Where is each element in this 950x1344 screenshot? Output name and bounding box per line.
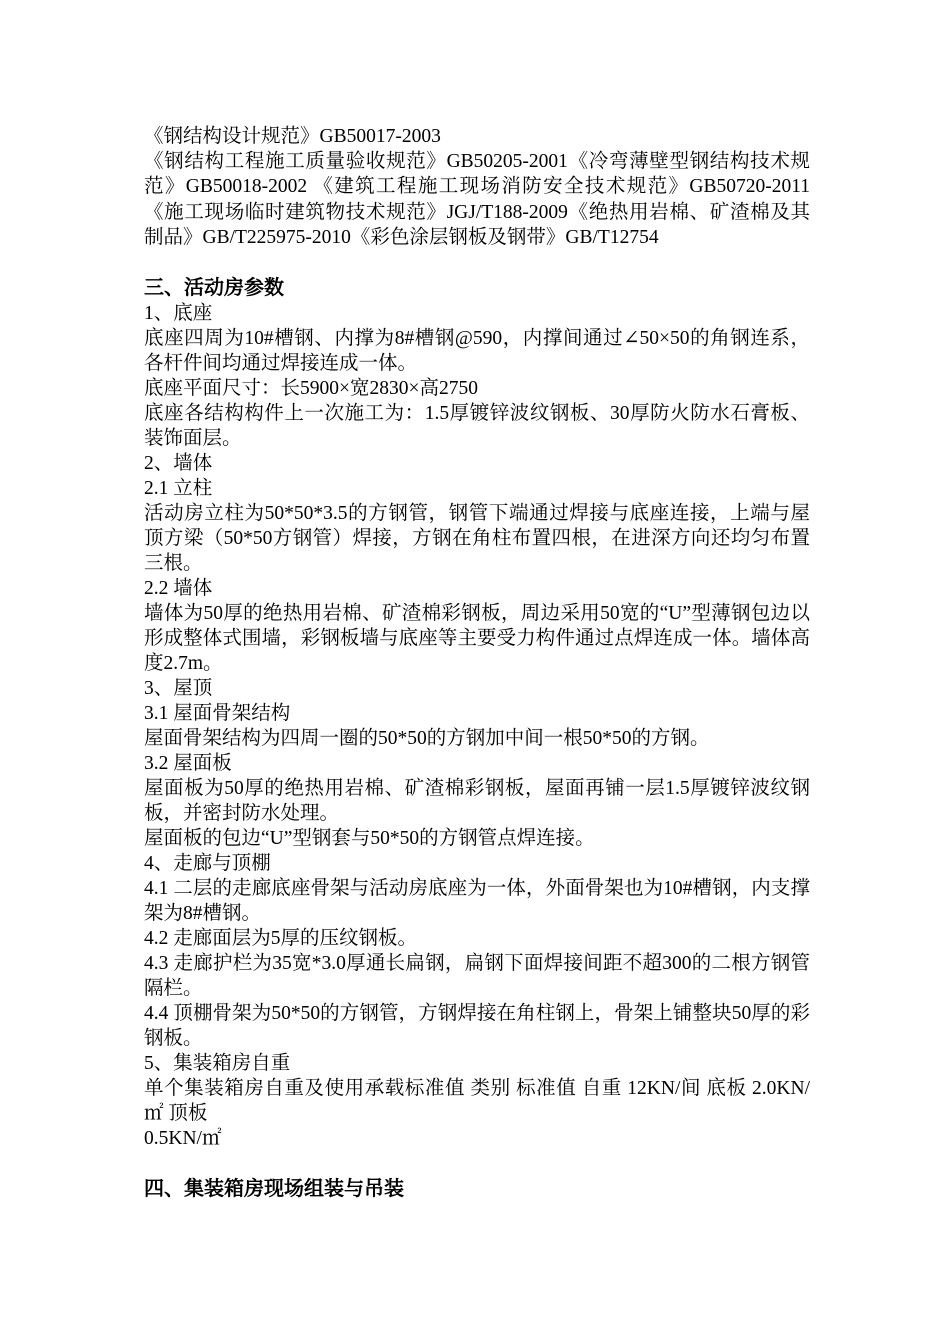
column-paragraph: 活动房立柱为50*50*3.5的方钢管，钢管下端通过焊接与底座连接，上端与屋顶方梁（50*50方钢管）焊接，方钢在角柱布置四根，在进深方向还均匀布置三根。: [144, 503, 810, 575]
section-4-heading: 四、集装箱房现场组装与吊装: [144, 1178, 404, 1201]
document-page: [144, 124, 810, 1202]
wall-paragraph: 墙体为50厚的绝热用岩棉、矿渣棉彩钢板，周边采用50宽的“U”型薄钢包边以形成整体式围墙，彩钢板墙与底座等主要受力构件通过点焊连成一体。墙体高度2.7m。: [144, 603, 810, 675]
base-paragraph-2: 底座平面尺寸：长5900×宽2830×高2750: [144, 378, 478, 400]
weight-title: 5、集装箱房自重: [144, 1053, 291, 1075]
weight-paragraph-1: 单个集装箱房自重及使用承载标准值 类别 标准值 自重 12KN/间 底板 2.0KN/㎡ 顶板: [144, 1078, 810, 1125]
corridor-item-1: 4.1 二层的走廊底座骨架与活动房底座为一体，外面骨架也为10#槽钢，内支撑架为8#槽钢。: [144, 878, 810, 925]
spacer: [144, 250, 810, 275]
corridor-item-3: 4.3 走廊护栏为35宽*3.0厚通长扁钢，扁钢下面焊接间距不超300的二根方钢管隔栏。: [144, 953, 810, 1000]
base-title: 1、底座: [144, 303, 213, 325]
roof-panel-paragraph-1: 屋面板为50厚的绝热用岩棉、矿渣棉彩钢板，屋面再铺一层1.5厚镀锌波纹钢板，并密封防水处理。: [144, 778, 810, 825]
spacer: [144, 1151, 810, 1176]
base-paragraph-3: 底座各结构构件上一次施工为：1.5厚镀锌波纹钢板、30厚防火防水石膏板、装饰面层。: [144, 403, 810, 450]
wall-title: 2、墙体: [144, 453, 213, 475]
roof-frame-paragraph: 屋面骨架结构为四周一圈的50*50的方钢加中间一根50*50的方钢。: [144, 728, 710, 750]
roof-panel-paragraph-2: 屋面板的包边“U”型钢套与50*50的方钢管点焊连接。: [144, 828, 595, 850]
section-3-heading: 三、活动房参数: [144, 277, 284, 300]
corridor-item-2: 4.2 走廊面层为5厚的压纹钢板。: [144, 928, 418, 950]
column-subtitle: 2.1 立柱: [144, 478, 213, 500]
wall-subtitle: 2.2 墙体: [144, 578, 213, 600]
weight-paragraph-2: 0.5KN/㎡: [144, 1128, 222, 1150]
roof-frame-subtitle: 3.1 屋面骨架结构: [144, 703, 291, 725]
roof-title: 3、屋顶: [144, 678, 213, 700]
reference-line: 《钢结构设计规范》GB50017-2003: [144, 126, 441, 147]
corridor-item-4: 4.4 顶棚骨架为50*50的方钢管，方钢焊接在角柱钢上，骨架上铺整块50厚的彩钢板。: [144, 1003, 810, 1050]
corridor-title: 4、走廊与顶棚: [144, 853, 271, 875]
roof-panel-subtitle: 3.2 屋面板: [144, 753, 232, 775]
base-paragraph-1: 底座四周为10#槽钢、内撑为8#槽钢@590，内撑间通过∠50×50的角钢连系，各杆件间均通过焊接连成一体。: [144, 328, 810, 375]
reference-block: 《钢结构工程施工质量验收规范》GB50205-2001《冷弯薄壁型钢结构技术规范》GB50018-2002 《建筑工程施工现场消防安全技术规范》GB50720-2011 《施工现场临时建筑物技术规范》JGJ/T188-2009《绝热用岩棉、矿渣棉及其制品》GB/T225975-2010《彩色涂层钢板及钢带》GB/T12754: [144, 151, 810, 248]
